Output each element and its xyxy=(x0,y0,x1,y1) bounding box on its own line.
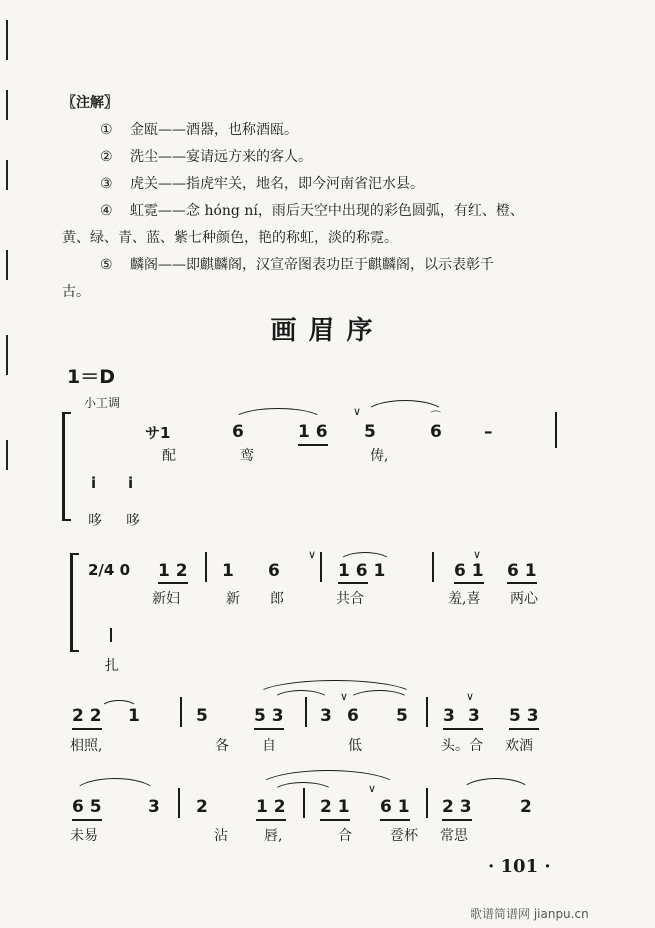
note: 2 3 xyxy=(442,797,472,817)
underline-beat xyxy=(254,728,284,730)
fermata: ⌒ xyxy=(430,410,441,423)
lyric: 合 xyxy=(338,828,352,844)
percussion-stroke xyxy=(110,628,112,642)
note: 1 2 xyxy=(158,561,188,581)
breath-mark: ∨ xyxy=(466,690,475,703)
underline-beat xyxy=(158,582,188,584)
lyric: 自 xyxy=(262,738,276,754)
lyric: 欢酒 xyxy=(505,738,533,754)
breath-mark: ∨ xyxy=(368,782,377,795)
lyric: 俦, xyxy=(370,448,389,464)
note: 2 2 xyxy=(72,706,102,726)
barline xyxy=(426,697,428,727)
breath-mark: ∨ xyxy=(308,548,317,561)
system-bracket xyxy=(70,553,79,652)
note: サ1 xyxy=(145,424,171,442)
binding-mark xyxy=(6,160,8,190)
binding-mark xyxy=(6,250,8,280)
note-continuation: 黄、绿、青、蓝、紫七种颜色，艳的称虹，淡的称霓。 xyxy=(62,230,398,246)
lyric: 共合 xyxy=(336,591,364,607)
barline xyxy=(555,412,557,448)
barline xyxy=(426,788,428,818)
note: 5 3 xyxy=(254,706,284,726)
underline-beat xyxy=(72,819,102,821)
percussion-lyric: 哆 xyxy=(88,513,102,529)
system-bracket xyxy=(62,412,71,521)
note: 6 1 xyxy=(380,797,410,817)
barline xyxy=(180,697,182,727)
note-item: ② 洗尘——宴请远方来的客人。 xyxy=(100,149,312,165)
note: 5 xyxy=(196,706,208,726)
note: 2 1 xyxy=(320,797,350,817)
note: 6 xyxy=(268,561,280,581)
underline-beat xyxy=(256,819,286,821)
note: 6 5 xyxy=(72,797,102,817)
underline-beat xyxy=(320,819,350,821)
underline-beat xyxy=(507,582,537,584)
barline xyxy=(205,552,207,582)
lyric: 新妇 xyxy=(152,591,180,607)
note: 5 3 xyxy=(509,706,539,726)
lyric: 相照, xyxy=(70,738,103,754)
note: 1 xyxy=(128,706,140,726)
note-continuation: 古。 xyxy=(62,284,90,300)
lyric: 低 xyxy=(348,738,362,754)
lyric: 常思 xyxy=(440,828,468,844)
barline xyxy=(305,697,307,727)
note-item: ④ 虹霓——念 hóng ní，雨后天空中出现的彩色圆弧，有红、橙、 xyxy=(100,203,524,219)
note: 1 6 1 xyxy=(338,561,386,581)
lyric: 未易 xyxy=(70,828,98,844)
lyric: 鸾 xyxy=(240,448,254,464)
tune-mode: 小工调 xyxy=(84,396,121,410)
lyric: 郎 xyxy=(270,591,284,607)
key-signature: 1＝D xyxy=(67,366,115,388)
underline-beat xyxy=(72,728,102,730)
underline-beat xyxy=(338,582,368,584)
note: 5 xyxy=(396,706,408,726)
barline xyxy=(320,552,322,582)
slur xyxy=(72,778,158,795)
score-title: 画眉序 xyxy=(270,316,385,346)
binding-mark xyxy=(6,20,8,60)
note: – xyxy=(484,422,493,442)
note: 2/4 0 xyxy=(88,561,131,579)
underline-beat xyxy=(380,819,410,821)
page-number: · 101 · xyxy=(488,856,551,877)
percussion-note: i xyxy=(91,474,97,492)
lyric: 配 xyxy=(162,448,176,464)
slur xyxy=(460,778,532,793)
lyric: 羞,喜 xyxy=(448,591,481,607)
underline-beat xyxy=(509,728,539,730)
note: 1 2 xyxy=(256,797,286,817)
lyric: 两心 xyxy=(510,591,538,607)
lyric: 新 xyxy=(226,591,240,607)
note: 2 xyxy=(196,797,208,817)
note: 3 xyxy=(468,706,480,726)
note: 1 xyxy=(222,561,234,581)
percussion-lyric: 哆 xyxy=(126,513,140,529)
note-item: ⑤ 麟阁——即麒麟阁，汉宣帝图表功臣于麒麟阁，以示表彰千 xyxy=(100,257,494,273)
note: 6 xyxy=(430,422,442,442)
slur xyxy=(338,552,392,563)
note: 6 xyxy=(347,706,359,726)
note: 6 xyxy=(232,422,244,442)
note: 6 1 xyxy=(454,561,484,581)
lyric: 头。合 xyxy=(441,738,483,754)
note: 2 xyxy=(520,797,532,817)
breath-mark: ∨ xyxy=(353,405,362,418)
barline xyxy=(178,788,180,818)
breath-mark: ∨ xyxy=(473,548,482,561)
slur xyxy=(232,408,324,421)
slur xyxy=(100,700,138,709)
lyric: 沾 xyxy=(214,828,228,844)
note: 6 1 xyxy=(507,561,537,581)
binding-mark xyxy=(6,440,8,470)
lyric: 各 xyxy=(215,738,229,754)
note: 1 6 xyxy=(298,422,328,442)
watermark: 歌谱简谱网 jianpu.cn xyxy=(470,907,589,921)
note: 3 xyxy=(443,706,455,726)
breath-mark: ∨ xyxy=(340,690,349,703)
lyric: 卺杯 xyxy=(390,828,418,844)
binding-mark xyxy=(6,90,8,120)
underline-beat xyxy=(442,819,472,821)
percussion-lyric: 扎 xyxy=(105,658,119,674)
note: 3 xyxy=(320,706,332,726)
underline-beat xyxy=(443,728,483,730)
notes-section xyxy=(62,90,582,306)
note: 5 xyxy=(364,422,376,442)
underline-beat xyxy=(454,582,484,584)
barline xyxy=(432,552,434,582)
percussion-note: i xyxy=(128,474,134,492)
lyric: 唇, xyxy=(264,828,283,844)
note: 3 xyxy=(148,797,160,817)
underline-beat xyxy=(298,444,328,446)
note-item: ① 金瓯——酒器，也称酒瓯。 xyxy=(100,122,298,138)
notes-heading: 〖注解〗 xyxy=(62,95,118,111)
note-item: ③ 虎关——指虎牢关，地名，即今河南省汜水县。 xyxy=(100,176,424,192)
